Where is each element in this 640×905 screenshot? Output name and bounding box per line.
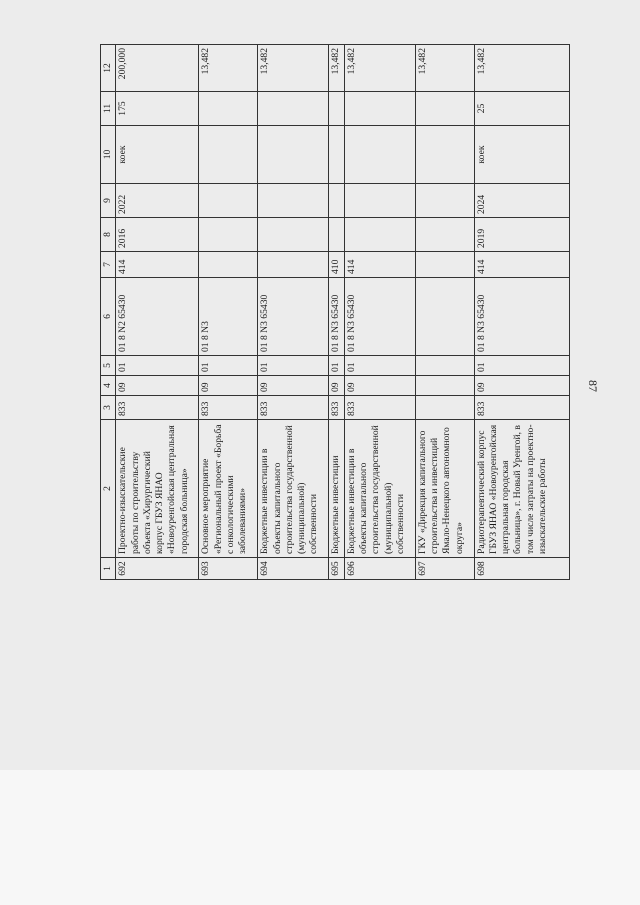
row-code-section: 09: [199, 376, 258, 396]
row-capacity: [344, 92, 415, 126]
row-end-year: 2024: [474, 184, 569, 218]
row-amount: 13,482: [415, 45, 474, 92]
row-unit: [329, 126, 344, 184]
row-capacity: [329, 92, 344, 126]
header-cell: 4: [101, 376, 116, 396]
row-target-article: 01 8 N3: [199, 278, 258, 356]
row-code-admin: 833: [258, 396, 329, 420]
row-number: 695: [329, 558, 344, 580]
header-cell: 8: [101, 218, 116, 252]
row-code-section: 09: [329, 376, 344, 396]
rotated-table-container: [100, 45, 570, 580]
row-description: Бюджетные инвестиции в объекты капитального строительства государственной (муниципальной) собственности: [258, 420, 329, 558]
row-code-subsection: 01: [329, 356, 344, 376]
header-cell: 5: [101, 356, 116, 376]
row-code-section: [415, 376, 474, 396]
row-number: 693: [199, 558, 258, 580]
row-number: 696: [344, 558, 415, 580]
table-row: [344, 45, 415, 580]
row-description: Бюджетные инвестиции в объекты капитального строительства государственной (муниципальной) собственности: [344, 420, 415, 558]
table-row: [474, 45, 569, 580]
row-amount: 200,000: [116, 45, 199, 92]
row-start-year: [329, 218, 344, 252]
row-unit: коек: [116, 126, 199, 184]
row-target-article: 01 8 N3 65430: [344, 278, 415, 356]
budget-table: [100, 44, 570, 580]
row-start-year: [415, 218, 474, 252]
row-target-article: 01 8 N3 65430: [329, 278, 344, 356]
header-cell: 11: [101, 92, 116, 126]
row-unit: [344, 126, 415, 184]
row-code-admin: 833: [199, 396, 258, 420]
row-description: Основное мероприятие «Региональный проект «Борьба с онкологическими заболеваниями»: [199, 420, 258, 558]
row-target-article: [415, 278, 474, 356]
page-number: 87: [586, 380, 600, 392]
row-code-section: 09: [344, 376, 415, 396]
row-number: 697: [415, 558, 474, 580]
row-expense-type: 414: [474, 252, 569, 278]
row-unit: [415, 126, 474, 184]
row-target-article: 01 8 N3 65430: [474, 278, 569, 356]
row-expense-type: [199, 252, 258, 278]
row-code-subsection: 01: [344, 356, 415, 376]
row-amount: 13,482: [329, 45, 344, 92]
row-number: 692: [116, 558, 199, 580]
row-amount: 13,482: [474, 45, 569, 92]
row-end-year: [199, 184, 258, 218]
row-target-article: 01 8 N3 65430: [258, 278, 329, 356]
table-row: [258, 45, 329, 580]
row-amount: 13,482: [344, 45, 415, 92]
row-expense-type: 410: [329, 252, 344, 278]
row-code-admin: 833: [329, 396, 344, 420]
table-row: [116, 45, 199, 580]
row-code-subsection: 01: [258, 356, 329, 376]
row-end-year: [329, 184, 344, 218]
row-expense-type: 414: [344, 252, 415, 278]
row-start-year: [344, 218, 415, 252]
table-row: [415, 45, 474, 580]
row-code-admin: 833: [474, 396, 569, 420]
row-number: 694: [258, 558, 329, 580]
header-cell: 3: [101, 396, 116, 420]
row-expense-type: 414: [116, 252, 199, 278]
header-cell: 12: [101, 45, 116, 92]
row-code-section: 09: [258, 376, 329, 396]
row-end-year: [258, 184, 329, 218]
row-start-year: 2016: [116, 218, 199, 252]
row-start-year: [258, 218, 329, 252]
row-description: Проектно-изыскательские работы по строительству объекта «Хирургический корпус ГБУЗ ЯНАО «Новоуренгойская центральная городская больница»: [116, 420, 199, 558]
row-description: Радиотерапевтический корпус ГБУЗ ЯНАО «Новоуренгойская центральная городская больница», г. Новый Уренгой, в том числе затраты на проектно-изыскательские работы: [474, 420, 569, 558]
row-capacity: [258, 92, 329, 126]
header-cell: 1: [101, 558, 116, 580]
row-code-subsection: 01: [474, 356, 569, 376]
row-unit: [258, 126, 329, 184]
header-cell: 10: [101, 126, 116, 184]
table-row: [199, 45, 258, 580]
row-start-year: 2019: [474, 218, 569, 252]
row-code-subsection: 01: [116, 356, 199, 376]
row-description: Бюджетные инвестиции: [329, 420, 344, 558]
header-cell: 2: [101, 420, 116, 558]
row-capacity: [415, 92, 474, 126]
row-start-year: [199, 218, 258, 252]
row-code-admin: 833: [116, 396, 199, 420]
row-capacity: [199, 92, 258, 126]
header-cell: 7: [101, 252, 116, 278]
header-cell: 6: [101, 278, 116, 356]
row-code-section: 09: [116, 376, 199, 396]
row-target-article: 01 8 N2 65430: [116, 278, 199, 356]
row-amount: 13,482: [258, 45, 329, 92]
header-row: [101, 45, 116, 580]
row-number: 698: [474, 558, 569, 580]
table-row: [329, 45, 344, 580]
row-end-year: [344, 184, 415, 218]
row-end-year: [415, 184, 474, 218]
row-expense-type: [415, 252, 474, 278]
row-capacity: 175: [116, 92, 199, 126]
row-unit: [199, 126, 258, 184]
row-end-year: 2022: [116, 184, 199, 218]
page-bottom-margin: [0, 770, 640, 905]
row-code-subsection: 01: [199, 356, 258, 376]
row-unit: коек: [474, 126, 569, 184]
row-code-admin: 833: [344, 396, 415, 420]
row-amount: 13,482: [199, 45, 258, 92]
row-code-admin: [415, 396, 474, 420]
row-code-section: 09: [474, 376, 569, 396]
row-capacity: 25: [474, 92, 569, 126]
row-expense-type: [258, 252, 329, 278]
row-description: ГКУ «Дирекция капитального строительства и инвестиций Ямало-Ненецкого автономного округа»: [415, 420, 474, 558]
header-cell: 9: [101, 184, 116, 218]
row-code-subsection: [415, 356, 474, 376]
